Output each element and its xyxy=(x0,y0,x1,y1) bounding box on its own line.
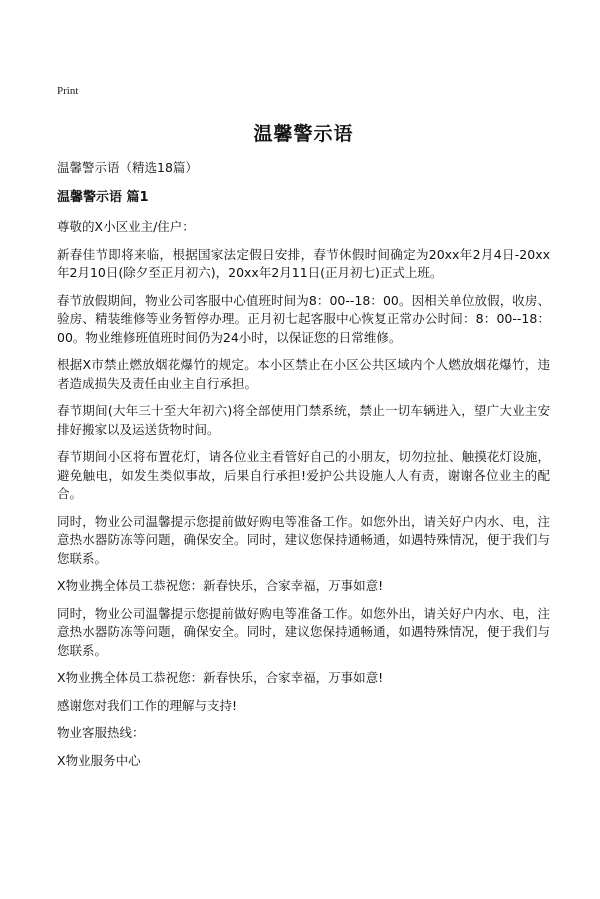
paragraph-holiday-schedule: 新春佳节即将来临，根据国家法定假日安排，春节休假时间确定为20xx年2月4日-20xx年2月10日(除夕至正月初六)，20xx年2月11日(正月初七)正式上班。 xyxy=(57,246,550,280)
document-subtitle: 温馨警示语（精选18篇） xyxy=(57,160,198,175)
paragraph-service-hours: 春节放假期间，物业公司客服中心值班时间为8：00--18：00。因相关单位放假，收房、验房、精装维修等业务暂停办理。正月初七起客服中心恢复正常办公时间：8：00--18：00。物业维修班值班时间仍为24小时，以保证您的日常维修。 xyxy=(57,292,550,345)
paragraph-greetings: X物业携全体员工恭祝您：新春快乐，合家幸福，万事如意! xyxy=(57,578,384,593)
paragraph-access-control: 春节期间(大年三十至大年初六)将全部使用门禁系统，禁止一切车辆进入，望广大业主安排好搬家以及运送货物时间。 xyxy=(57,403,550,437)
paragraph-safety-reminder-repeat: 同时，物业公司温馨提示您提前做好购电等准备工作。如您外出，请关好户内水、电，注意热水器防冻等问题，确保安全。同时，建议您保持通畅通，如遇特殊情况，便于我们与您联系。 xyxy=(57,605,550,658)
paragraph-greeting: 尊敬的X小区业主/住户： xyxy=(57,219,195,234)
paragraph-signature: X物业服务中心 xyxy=(57,752,141,768)
paragraph-fireworks-ban: 根据X市禁止燃放烟花爆竹的规定。本小区禁止在小区公共区域内个人燃放烟花爆竹，违者造成损失及责任由业主自行承担。 xyxy=(57,357,550,391)
paragraph-greetings-repeat: X物业携全体员工恭祝您：新春快乐，合家幸福，万事如意! xyxy=(57,670,384,685)
paragraph-hotline: 物业客服热线： xyxy=(57,725,145,740)
paragraph-thanks: 感谢您对我们工作的理解与支持! xyxy=(57,697,238,713)
print-link[interactable]: Print xyxy=(57,85,79,97)
section-heading: 温馨警示语 篇1 xyxy=(57,190,149,205)
paragraph-safety-reminder: 同时，物业公司温馨提示您提前做好购电等准备工作。如您外出，请关好户内水、电，注意热水器防冻等问题，确保安全。同时，建议您保持通畅通，如遇特殊情况，便于我们与您联系。 xyxy=(57,513,550,566)
page-title: 温馨警示语 xyxy=(253,123,354,145)
paragraph-lanterns: 春节期间小区将布置花灯，请各位业主看管好自己的小朋友，切勿拉扯、触摸花灯设施，避免触电，如发生类似事故，后果自行承担!爱护公共设施人人有责，谢谢各位业主的配合。 xyxy=(57,449,550,501)
